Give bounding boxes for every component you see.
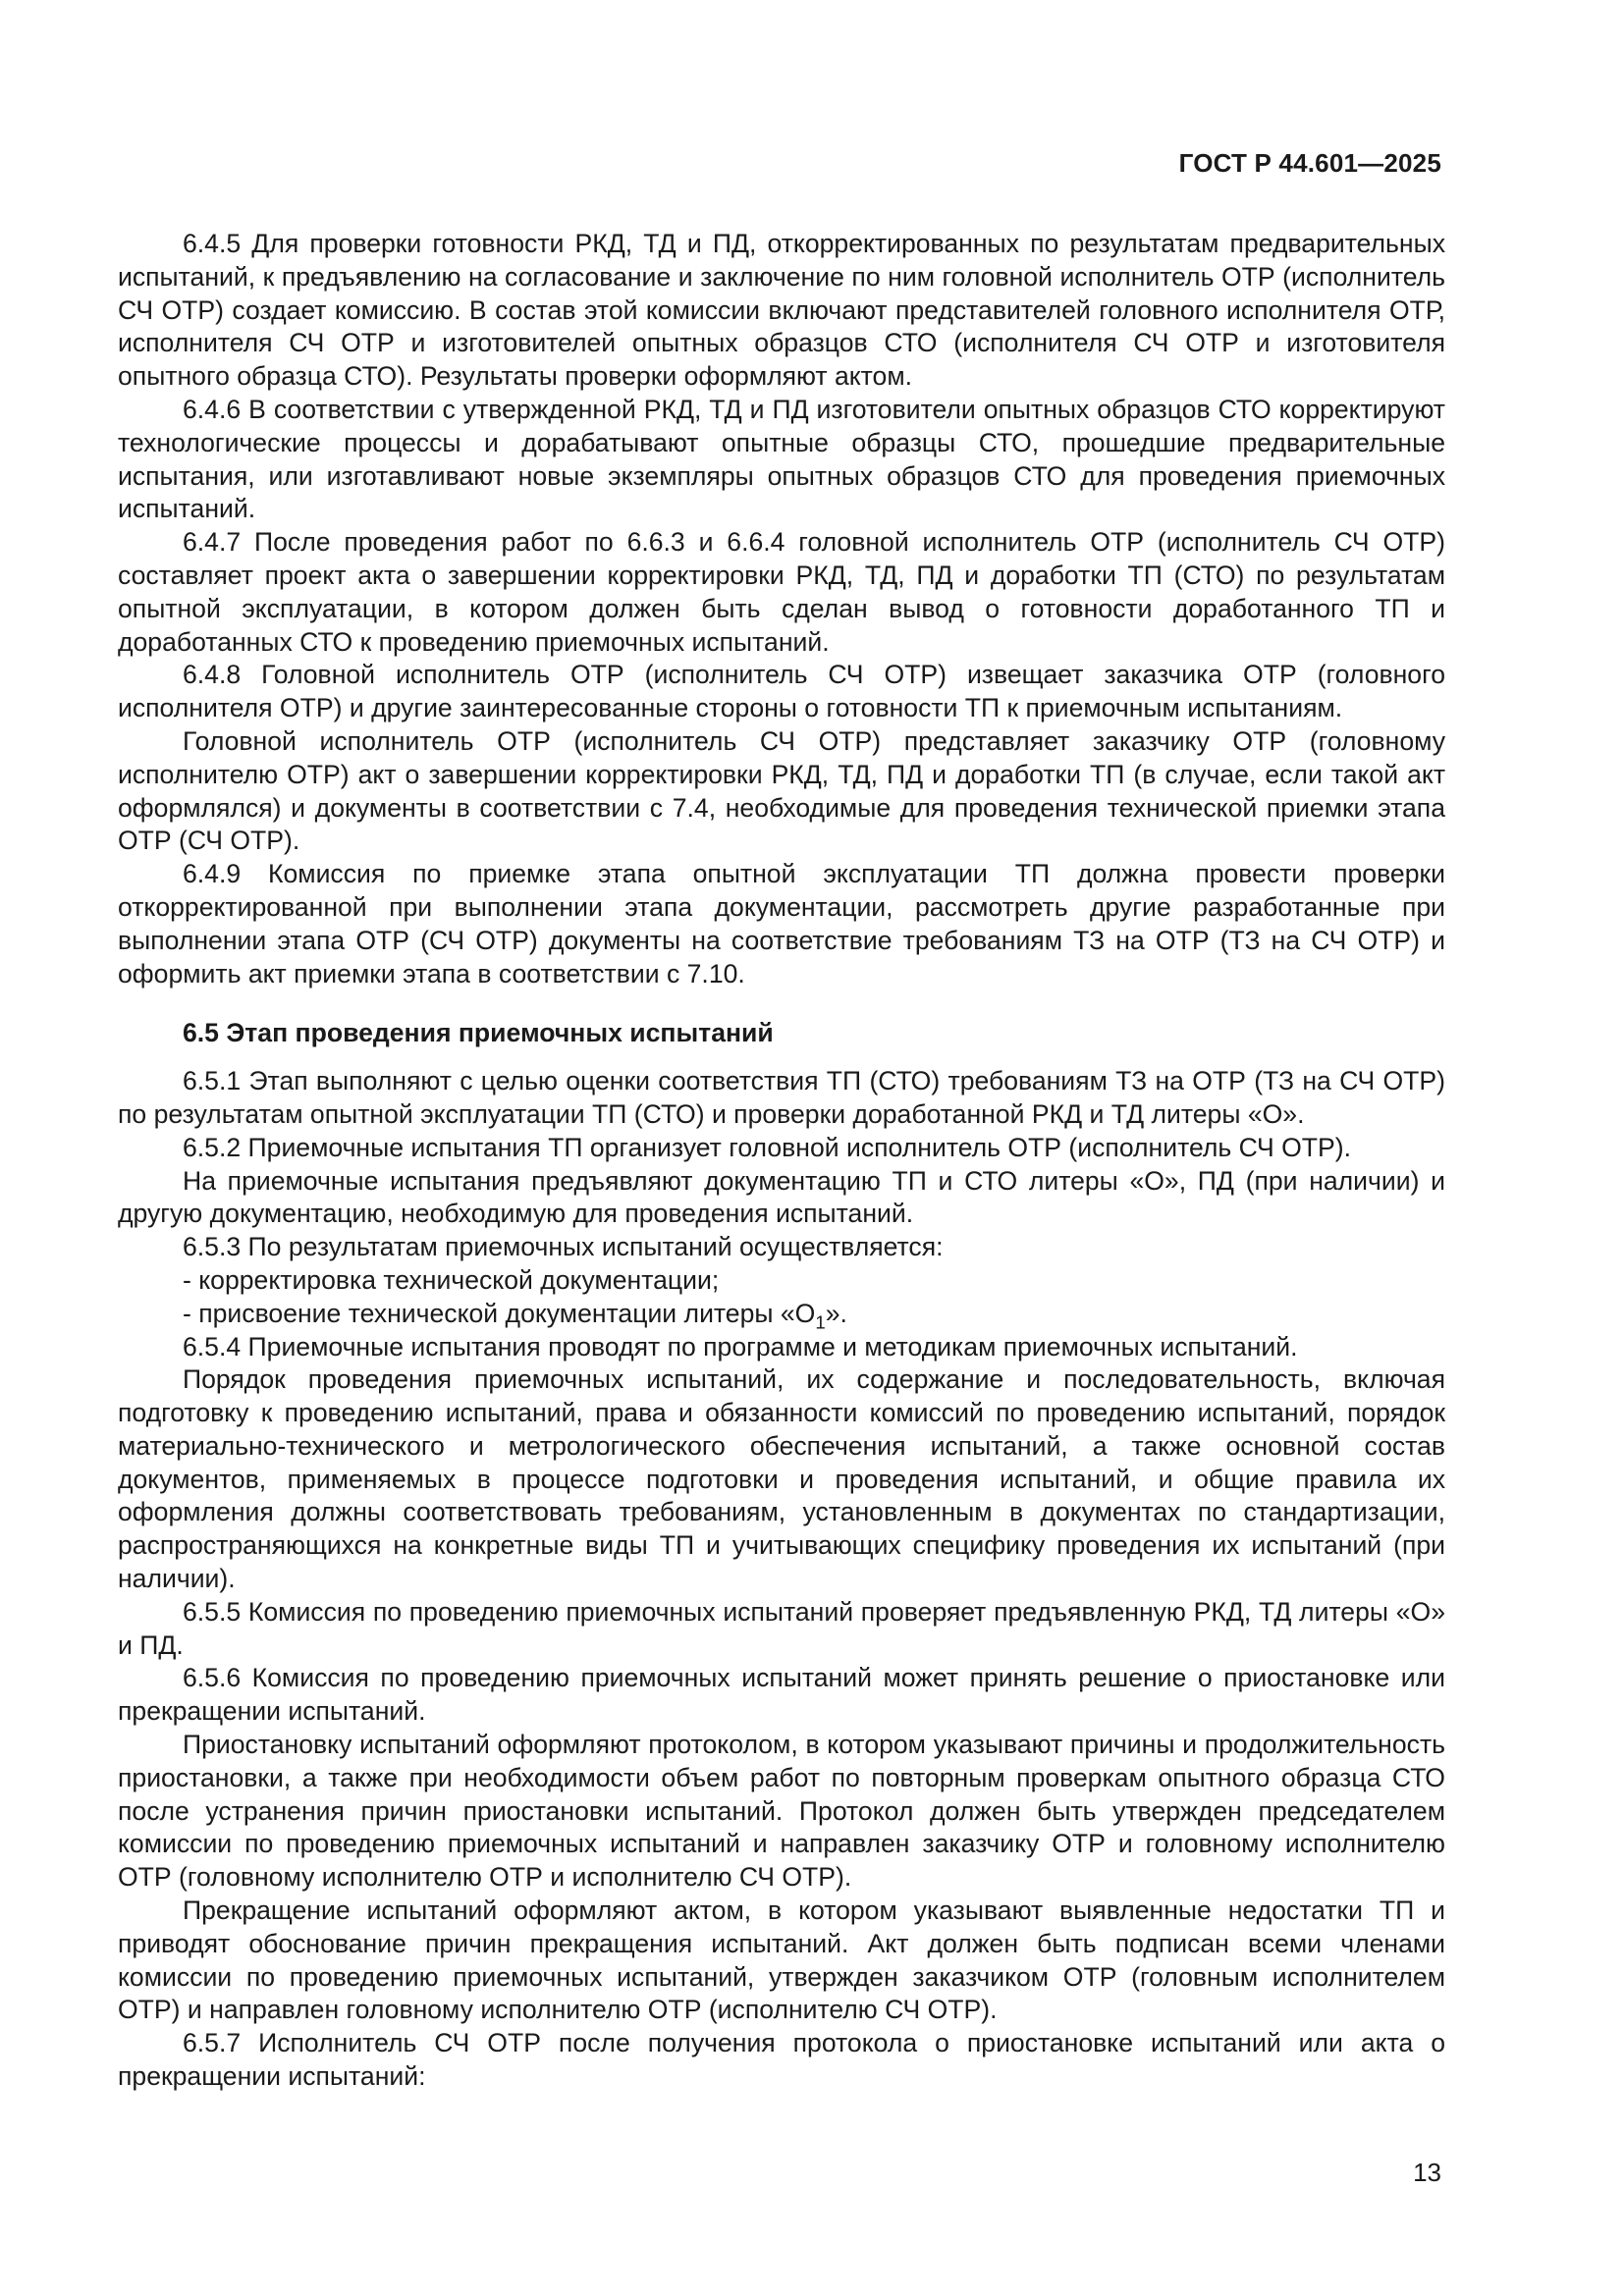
paragraph-6-5-1: 6.5.1 Этап выполняют с целью оценки соответствия ТП (СТО) требованиям ТЗ на ОТР (ТЗ на СЧ ОТР) по результатам опытной эксплуатации ТП (СТО) и проверки доработанной РКД и ТД литеры «О». (118, 1066, 1445, 1129)
paragraph-6-5-5: 6.5.5 Комиссия по проведению приемочных испытаний проверяет предъявленную РКД, ТД литеры «О» и ПД. (118, 1596, 1445, 1660)
page-number: 13 (1413, 2158, 1441, 2187)
paragraph-6-5-3: 6.5.3 По результатам приемочных испытаний осуществляется: (183, 1232, 944, 1262)
paragraph-6-5-2-continued: На приемочные испытания предъявляют документацию ТП и СТО литеры «О», ПД (при наличии) и другую документацию, необходимую для проведения испытаний. (118, 1165, 1445, 1229)
paragraph-6-4-6: 6.4.6 В соответствии с утвержденной РКД, ТД и ПД изготовители опытных образцов СТО корректируют технологические процессы и дорабатывают опытные образцы СТО, прошедшие предварительные испытания, или изготавливают новые экземпляры опытных образцов СТО для проведения приемочных испытаний. (118, 394, 1445, 524)
paragraph-6-4-5: 6.4.5 Для проверки готовности РКД, ТД и ПД, откорректированных по результатам предварительных испытаний, к предъявлению на согласование и заключение по ним головной исполнитель ОТР (исполнитель СЧ ОТР) создает комиссию. В состав этой комиссии включают представителей головного исполнителя ОТР, исполнителя СЧ ОТР и изготовителей опытных образцов СТО (исполнителя СЧ ОТР и изготовителя опытного образца СТО). Результаты проверки оформляют актом. (118, 229, 1445, 392)
paragraph-6-4-8-continued: Головной исполнитель ОТР (исполнитель СЧ ОТР) представляет заказчику ОТР (головному исполнителю ОТР) акт о завершении корректировки РКД, ТД, ПД и доработки ТП (в случае, если такой акт оформлялся) и документы в соответствии с 7.4, необходимые для проведения технической приемки этапа ОТР (СЧ ОТР). (118, 725, 1445, 856)
list-item-correction: - корректировка технической документации; (183, 1264, 720, 1295)
paragraph-6-5-4: 6.5.4 Приемочные испытания проводят по программе и методикам приемочных испытаний. (183, 1331, 1298, 1362)
paragraph-6-4-9: 6.4.9 Комиссия по приемке этапа опытной эксплуатации ТП должна провести проверки откорректированной при выполнении этапа документации, рассмотреть другие разработанные при выполнении этапа ОТР (СЧ ОТР) документы на соответствие требованиям ТЗ на ОТР (ТЗ на СЧ ОТР) и оформить акт приемки этапа в соответствии с 7.10. (118, 859, 1445, 988)
section-title-6-5: 6.5 Этап проведения приемочных испытаний (183, 1018, 774, 1048)
paragraph-6-5-6-suspension: Приостановку испытаний оформляют протоколом, в котором указывают причины и продолжительность приостановки, а также при необходимости объем работ по повторным проверкам опытного образца СТО после устранения причин приостановки испытаний. Протокол должен быть утвержден председателем комиссии по проведению приемочных испытаний и направлен заказчику ОТР и головному исполнителю ОТР (головному исполнителю ОТР и исполнителю СЧ ОТР). (118, 1730, 1445, 1893)
paragraph-6-4-7: 6.4.7 После проведения работ по 6.6.3 и 6.6.4 головной исполнитель ОТР (исполнитель СЧ ОТР) составляет проект акта о завершении корректировки РКД, ТД, ПД и доработки ТП (СТО) по результатам опытной эксплуатации, в котором должен быть сделан вывод о готовности доработанного ТП и доработанных СТО к проведению приемочных испытаний. (118, 527, 1445, 657)
list-item-letter-end: ». (825, 1298, 847, 1328)
document-standard-code: ГОСТ Р 44.601—2025 (1178, 148, 1441, 178)
paragraph-6-5-6: 6.5.6 Комиссия по проведению приемочных испытаний может принять решение о приостановке или прекращении испытаний. (118, 1663, 1445, 1727)
paragraph-6-5-2: 6.5.2 Приемочные испытания ТП организует головной исполнитель ОТР (исполнитель СЧ ОТР). (183, 1132, 1351, 1162)
paragraph-6-5-6-termination: Прекращение испытаний оформляют актом, в котором указывают выявленные недостатки ТП и приводят обоснование причин прекращения испытаний. Акт должен быть подписан всеми членами комиссии по проведению приемочных испытаний, утвержден заказчиком ОТР (головным исполнителем ОТР) и направлен головному исполнителю ОТР (исполнителю СЧ ОТР). (118, 1896, 1445, 2025)
list-item-letter-assignment (118, 1298, 1445, 1331)
paragraph-6-5-4-continued: Порядок проведения приемочных испытаний, их содержание и последовательность, включая подготовку к проведению испытаний, права и обязанности комиссий по проведению испытаний, порядок материально-технического и метрологического обеспечения испытаний, а также основной состав документов, применяемых в процессе подготовки и проведения испытаний, и общие правила их оформления должны соответствовать требованиям, установленным в документах по стандартизации, распространяющихся на конкретные виды ТП и учитывающих специфику проведения их испытаний (при наличии). (118, 1364, 1445, 1594)
list-item-letter-text: - присвоение технической документации литеры «О (183, 1298, 816, 1328)
paragraph-6-5-7: 6.5.7 Исполнитель СЧ ОТР после получения протокола о приостановке испытаний или акта о прекращении испытаний: (118, 2028, 1445, 2092)
letter-subscript: 1 (815, 1311, 826, 1333)
paragraph-6-4-8: 6.4.8 Головной исполнитель ОТР (исполнитель СЧ ОТР) извещает заказчика ОТР (головного исполнителя ОТР) и другие заинтересованные стороны о готовности ТП к приемочным испытаниям. (118, 660, 1445, 723)
page-body (118, 228, 1445, 2094)
